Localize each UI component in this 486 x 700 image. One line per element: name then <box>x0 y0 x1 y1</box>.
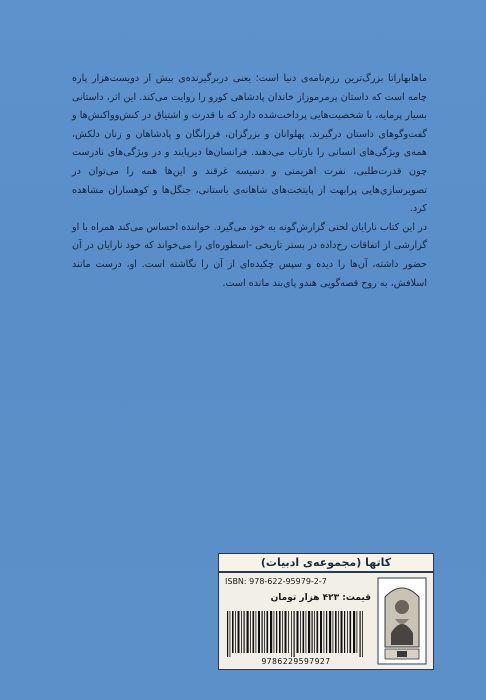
price-text: قیمت: ۴۲۳ هزار تومان <box>270 593 371 603</box>
barcode-icon <box>225 611 367 657</box>
series-label: کاتها (مجموعه‌ی ادبیات) <box>218 553 434 572</box>
barcode-number: 9786229597927 <box>261 657 331 666</box>
publisher-emblem-icon <box>377 577 427 665</box>
back-cover-blurb <box>72 70 427 293</box>
blurb-paragraph-1: ماهابهاراتا بزرگ‌ترین رزم‌نامه‌ی دنیا است؛ یعنی دربرگیرنده‌ی بیش از دویست‌هزار پاره چامه است که داستان پرمرموزاز خاندان پادشاهی کورو را روایت می‌کند. این اثر، داستانی بسیار پرمایه، با شخصیت‌هایی پرداخت‌شده دارد که با قدرت و اشتیاق در کنش‌وواکنش‌ها و گفت‌وگوهای داستان درگیرند. پهلوانان و بزرگزان، فرزانگان و پادشاهان و زنان دلکش، همه‌ی ویژگی‌های انسانی را بازتاب می‌دهند. فرانسان‌ها دیرپایند و در ویژگی‌های نادرست چون قدرت‌طلبی، نفرت اهریمنی و دسیسه غرقند و این‌ها همه را می‌توان در تصویرسازی‌هایی پرابهت از پایتخت‌های شاهانه‌ی باستانی، جنگل‌ها و کوهساران مشاهده کرد. <box>72 73 427 215</box>
isbn-text: ISBN: 978-622-95979-2-7 <box>225 577 327 586</box>
isbn-price-box <box>218 572 434 670</box>
publisher-info-block <box>218 553 434 670</box>
blurb-paragraph-2: در این کتاب نارایان لحنی گزارش‌گونه به خود می‌گیرد. خواننده احساس می‌کند همراه با او گزارشی از اتفاقات رخ‌داده در بستر تاریخی -اسطوره‌ای را می‌خواند که خود نارایان در آن حضور داشته، آن‌ها را دیده و سپس چکیده‌ای از آن را نگاشته است. او، درست مانند اسلافش، به روح قصه‌گویی هندو پای‌بند مانده است. <box>72 221 427 289</box>
